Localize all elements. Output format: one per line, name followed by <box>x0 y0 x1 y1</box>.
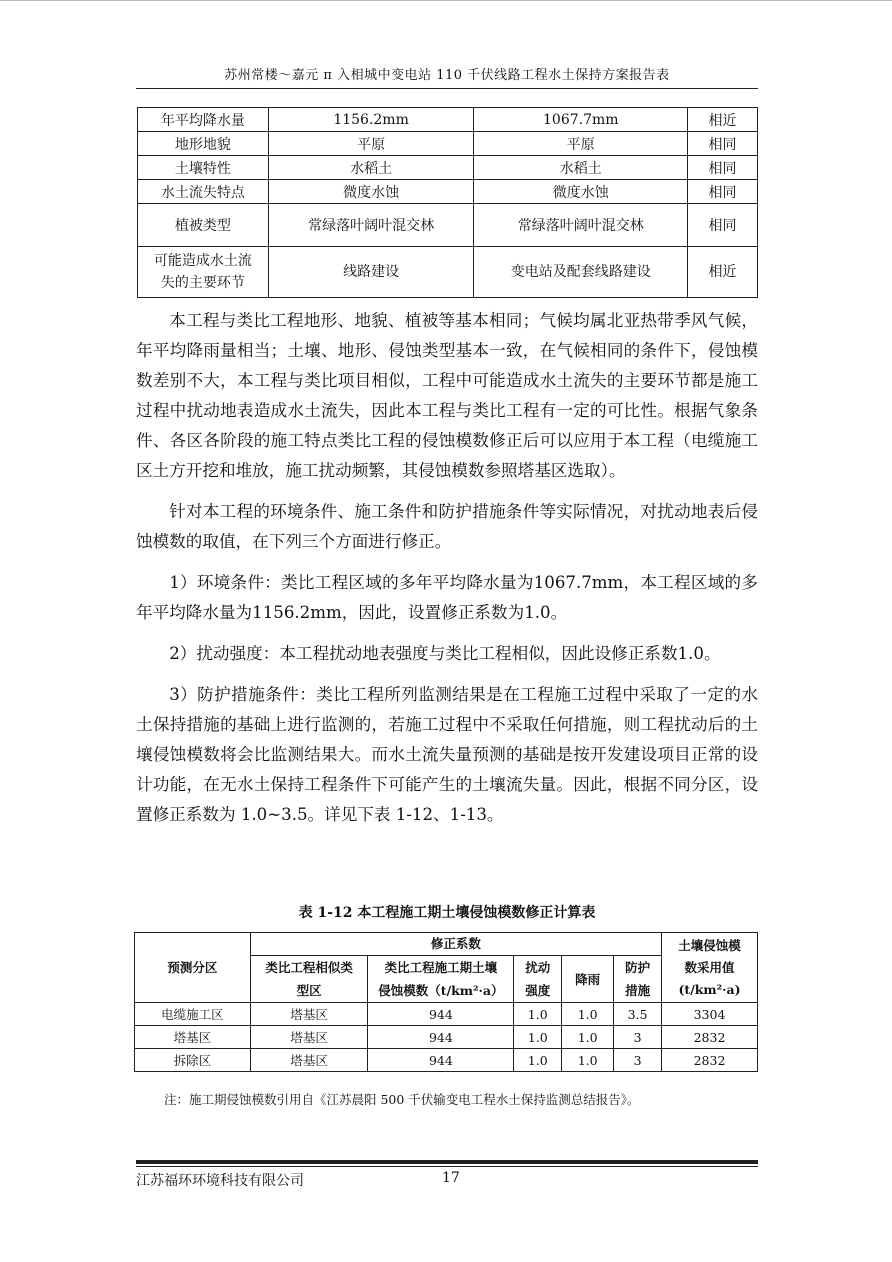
paragraph-environment: 1）环境条件：类比工程区域的多年平均降水量为1067.7mm，本工程区域的多年平均降水量为1156.2mm，因此，设置修正系数为1.0。 <box>136 573 758 622</box>
comparison-result: 相近 <box>688 108 758 132</box>
rain-cell: 1.0 <box>562 1049 614 1072</box>
zone-cell: 塔基区 <box>135 1026 251 1049</box>
table-row <box>135 1026 758 1049</box>
rain-cell: 1.0 <box>562 1026 614 1049</box>
disturbance-cell: 1.0 <box>514 1003 562 1026</box>
project-value: 水稻土 <box>268 156 474 180</box>
header-rain: 降雨 <box>562 956 614 1003</box>
row-item: 植被类型 <box>138 204 269 247</box>
comparison-table <box>137 107 758 298</box>
paragraph-protection: 3）防护措施条件：类比工程所列监测结果是在工程施工过程中采取了一定的水土保持措施的基础上进行监测的，若施工过程中不采取任何措施，则工程扰动后的土壤侵蚀模数将会比监测结果大。而水土流失量预测的基础是按开发建设项目正常的设计功能，在无水土保持工程条件下可能产生的土壤流失量。因此，根据不同分区，设置修正系数为 1.0~3.5。详见下表 1-12、1-13。 <box>136 685 758 824</box>
header-analog-modulus-line-2: 侵蚀模数（t/km²·a） <box>378 983 504 998</box>
analog-value: 平原 <box>474 132 688 156</box>
page-number: 17 <box>442 1170 460 1186</box>
header-adopted-line-2: 数采用值 <box>684 959 735 975</box>
header-correction: 修正系数 <box>250 933 661 956</box>
paragraph-comparability: 本工程与类比工程地形、地貌、植被等基本相同；气候均属北亚热带季风气候，年平均降雨量相当；土壤、地形、侵蚀类型基本一致，在气候相同的条件下，侵蚀模数差别不大，本工程与类比项目相似，工程中可能造成水土流失的主要环节都是施工过程中扰动地表造成水土流失，因此本工程与类比工程有一定的可比性。根据气象条件、各区各阶段的施工特点类比工程的侵蚀模数修正后可以应用于本工程（电缆施工区土方开挖和堆放，施工扰动频繁，其侵蚀模数参照塔基区选取）。 <box>136 311 758 480</box>
analog-value: 微度水蚀 <box>474 180 688 204</box>
top-edge-rule <box>0 0 892 1</box>
header-analog-type-line-1: 类比工程相似类 <box>265 960 353 975</box>
header-adopted-line-1: 土壤侵蚀模 <box>678 937 741 953</box>
table-row <box>138 247 758 298</box>
comparison-result: 相同 <box>688 180 758 204</box>
analog-type-cell: 塔基区 <box>250 1026 368 1049</box>
header-protection-line-2: 措施 <box>625 983 651 998</box>
header-analog-type <box>250 956 368 1003</box>
row-item-line-1: 可能造成水土流 <box>153 253 252 269</box>
header-analog-modulus <box>368 956 514 1003</box>
row-item-line-2: 失的主要环节 <box>160 275 245 291</box>
zone-cell: 拆除区 <box>135 1049 251 1072</box>
table-row <box>138 204 758 247</box>
adopted-cell: 2832 <box>662 1026 758 1049</box>
table-note: 注：施工期侵蚀模数引用自《江苏晨阳 500 千伏输变电工程水土保持监测总结报告》。 <box>164 1092 640 1107</box>
header-protection <box>614 956 662 1003</box>
analog-type-cell: 塔基区 <box>250 1049 368 1072</box>
header-rule <box>136 88 758 89</box>
disturbance-cell: 1.0 <box>514 1026 562 1049</box>
row-item: 年平均降水量 <box>138 108 269 132</box>
header-disturbance-line-2: 强度 <box>525 983 551 998</box>
header-adopted <box>662 933 758 1003</box>
row-item: 土壤特性 <box>138 156 269 180</box>
body-text <box>136 306 758 830</box>
project-value: 平原 <box>268 132 474 156</box>
header-disturbance-line-1: 扰动 <box>525 960 551 975</box>
rain-cell: 1.0 <box>562 1003 614 1026</box>
zone-cell: 电缆施工区 <box>135 1003 251 1026</box>
analog-value: 水稻土 <box>474 156 688 180</box>
erosion-modulus-table <box>134 932 758 1072</box>
table-row <box>138 108 758 132</box>
running-header: 苏州常楼～嘉元 π 入相城中变电站 110 千伏线路工程水土保持方案报告表 <box>224 68 670 83</box>
project-value: 1156.2mm <box>268 108 474 132</box>
paragraph-correction-intro: 针对本工程的环境条件、施工条件和防护措施条件等实际情况，对扰动地表后侵蚀模数的取值，在下列三个方面进行修正。 <box>136 502 758 551</box>
header-analog-modulus-line-1: 类比工程施工期土壤 <box>384 960 498 975</box>
table-row <box>138 180 758 204</box>
paragraph-disturbance: 2）扰动强度：本工程扰动地表强度与类比工程相似，因此设修正系数1.0。 <box>169 644 721 663</box>
table-caption: 表 1-12 本工程施工期土壤侵蚀模数修正计算表 <box>298 905 596 921</box>
table-row <box>138 132 758 156</box>
protection-cell: 3.5 <box>614 1003 662 1026</box>
row-item: 水土流失特点 <box>138 180 269 204</box>
header-protection-line-1: 防护 <box>625 960 651 975</box>
comparison-result: 相同 <box>688 156 758 180</box>
disturbance-cell: 1.0 <box>514 1049 562 1072</box>
analog-modulus-cell: 944 <box>368 1003 514 1026</box>
analog-value: 变电站及配套线路建设 <box>474 247 688 298</box>
analog-modulus-cell: 944 <box>368 1026 514 1049</box>
analog-modulus-cell: 944 <box>368 1049 514 1072</box>
footer-company: 江苏福环环境科技有限公司 <box>136 1173 304 1189</box>
adopted-cell: 2832 <box>662 1049 758 1072</box>
project-value: 微度水蚀 <box>268 180 474 204</box>
analog-value: 1067.7mm <box>474 108 688 132</box>
header-analog-type-line-2: 型区 <box>296 983 322 998</box>
table-row <box>138 156 758 180</box>
header-adopted-unit: (t/km²·a) <box>678 981 741 997</box>
comparison-result: 相同 <box>688 204 758 247</box>
analog-type-cell: 塔基区 <box>250 1003 368 1026</box>
header-disturbance <box>514 956 562 1003</box>
footer-rule-thin <box>136 1166 758 1167</box>
project-value: 线路建设 <box>268 247 474 298</box>
project-value: 常绿落叶阔叶混交林 <box>268 204 474 247</box>
footer-rule-thick <box>136 1160 758 1164</box>
comparison-result: 相近 <box>688 247 758 298</box>
analog-value: 常绿落叶阔叶混交林 <box>474 204 688 247</box>
comparison-result: 相同 <box>688 132 758 156</box>
protection-cell: 3 <box>614 1049 662 1072</box>
table-row <box>135 1049 758 1072</box>
header-row <box>135 933 758 956</box>
table-row <box>135 1003 758 1026</box>
adopted-cell: 3304 <box>662 1003 758 1026</box>
row-item: 地形地貌 <box>138 132 269 156</box>
header-zone: 预测分区 <box>135 933 251 1003</box>
row-item <box>138 247 269 298</box>
protection-cell: 3 <box>614 1026 662 1049</box>
